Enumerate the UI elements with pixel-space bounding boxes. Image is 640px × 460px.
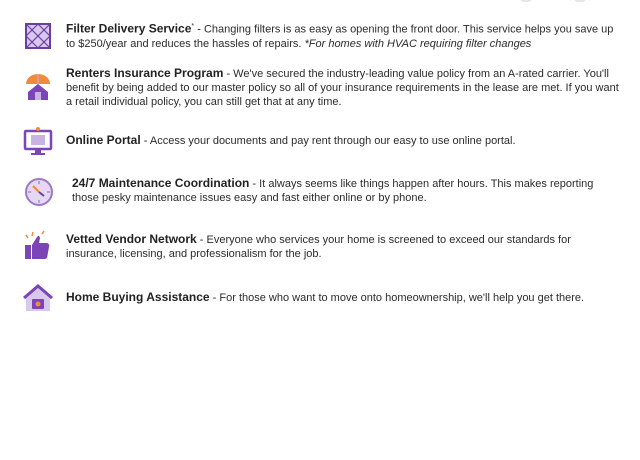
separator: - <box>209 292 220 304</box>
service-title: Renters Insurance Program <box>66 66 224 80</box>
monitor-portal-icon <box>22 126 54 158</box>
asterisk: * <box>191 23 195 30</box>
filter-grid-icon <box>22 20 54 52</box>
service-body: It always seems like things happen after hours. This makes reporting those pesky maintenance issues easy and fast either online or by phone. <box>72 178 594 204</box>
service-body: Everyone who services your home is screened to exceed our standards for insurance, licensing, and professionalism for the job. <box>66 234 571 260</box>
service-title: Vetted Vendor Network <box>66 232 197 246</box>
service-body: Access your documents and pay rent through our easy to use online portal. <box>149 135 516 147</box>
service-body: We've secured the industry-leading value policy from an A-rated carrier. You'll benefit by being added to our master policy so all of your insurance requirements in the lease are met. If you want a retail individual policy, you can still get that at any time. <box>66 68 619 108</box>
separator: - <box>249 178 260 190</box>
separator: - <box>196 234 207 246</box>
thumbs-up-icon <box>22 230 54 262</box>
service-body: For those who want to move onto homeownership, we'll help you get there. <box>219 292 585 304</box>
umbrella-house-icon <box>22 70 54 102</box>
service-title: Filter Delivery Service <box>66 21 192 36</box>
top-decoration <box>0 0 640 4</box>
service-title: 24/7 Maintenance Coordination <box>72 176 250 190</box>
service-title: Online Portal <box>66 133 141 147</box>
clock-icon <box>22 176 54 208</box>
service-body: Changing filters is as easy as opening the front door. This service helps you save up to $250/year and reduces the hassles of repairs. <box>66 23 614 50</box>
separator: - <box>140 135 150 147</box>
service-note: *For homes with HVAC requiring filter changes <box>304 37 532 50</box>
house-dollar-icon <box>22 283 54 315</box>
separator: - <box>223 68 234 80</box>
separator: - <box>194 23 204 36</box>
service-title: Home Buying Assistance <box>66 290 210 304</box>
